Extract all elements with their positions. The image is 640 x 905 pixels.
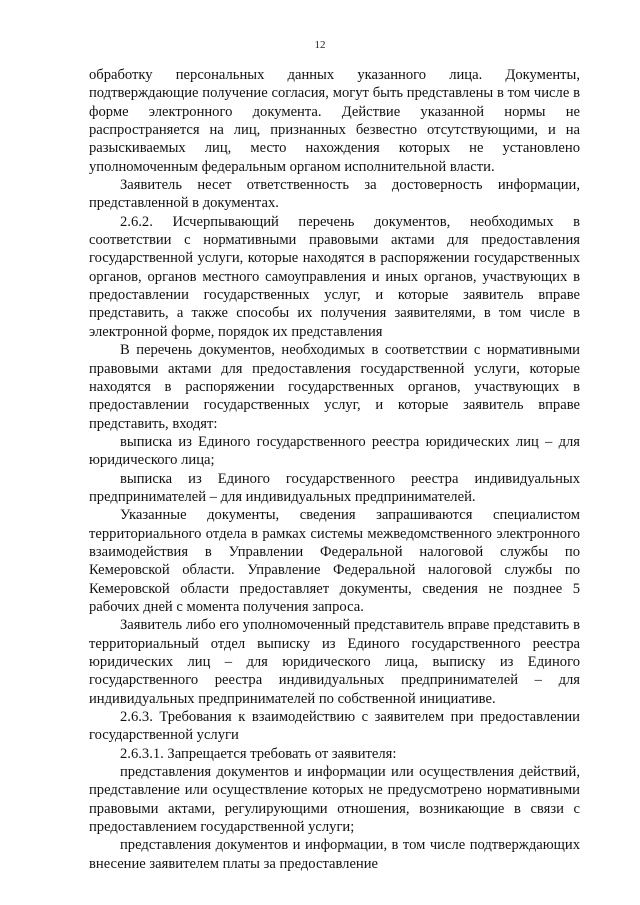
paragraph-consent-continuation: обработку персональных данных указанного лица. Документы, подтверждающие получение согласия, могут быть представлены в том числе в форме электронного документа. Действие указанной нормы не распространяется на лиц, признанных безвестно отсутствующими, и на разыскиваемых лиц, место нахождения которых не установлено уполномоченным федеральным органом исполнительной власти.	[89, 67, 580, 175]
paragraph-prohibited-requirement-2: представления документов и информации, в том числе подтверждающих внесение заявителем платы за предоставление	[89, 837, 580, 872]
paragraph-applicant-responsibility: Заявитель несет ответственность за достоверность информации, представленной в документах.	[89, 177, 580, 212]
paragraph-interagency-request: Указанные документы, сведения запрашиваются специалистом территориального отдела в рамках системы межведомственного электронного взаимодействия в Управлении Федеральной налоговой службы по Кемеровской области. Управление Федеральной налоговой службы по Кемеровской области предоставляет документы, сведения не позднее 5 рабочих дней с момента получения запроса.	[89, 507, 580, 615]
paragraph-2-6-2-heading: 2.6.2. Исчерпывающий перечень документов, необходимых в соответствии с нормативными правовыми актами для предоставления государственной услуги, которые находятся в распоряжении государственных органов, органов местного самоуправления и иных органов, участвующих в предоставлении государственных услуг, и которые заявитель вправе представить, а также способы их получения заявителями, в том числе в электронной форме, порядок их представления	[89, 213, 580, 340]
paragraph-prohibited-requirement-1: представления документов и информации или осуществления действий, представление или осуществление которых не предусмотрено нормативными правовыми актами, регулирующими отношения, возникающие в связи с предоставлением государственной услуги;	[89, 764, 580, 836]
page-number: 12	[314, 39, 326, 51]
paragraph-2-6-3-heading: 2.6.3. Требования к взаимодействию с заявителем при предоставлении государственной услуги	[89, 709, 580, 744]
paragraph-2-6-3-1-heading: 2.6.3.1. Запрещается требовать от заявителя:	[120, 745, 397, 762]
paragraph-documents-list-intro: В перечень документов, необходимых в соответствии с нормативными правовыми актами для предоставления государственной услуги, которые находятся в распоряжении государственных органов, участвующих в предоставлении государственных услуг, и которые заявитель вправе представить, входят:	[89, 342, 580, 432]
paragraph-own-initiative: Заявитель либо его уполномоченный представитель вправе представить в территориальный отдел выписку из Единого государственного реестра юридических лиц – для юридического лица, выписку из Единого государственного реестра индивидуальных предпринимателей – для индивидуальных предпринимателей по собственной инициативе.	[89, 617, 580, 707]
paragraph-entrepreneurs-extract: выписка из Единого государственного реестра индивидуальных предпринимателей – для индивидуальных предпринимателей.	[89, 470, 580, 505]
paragraph-legal-entities-extract: выписка из Единого государственного реестра юридических лиц – для юридического лица;	[89, 433, 580, 469]
document-body	[89, 66, 580, 873]
